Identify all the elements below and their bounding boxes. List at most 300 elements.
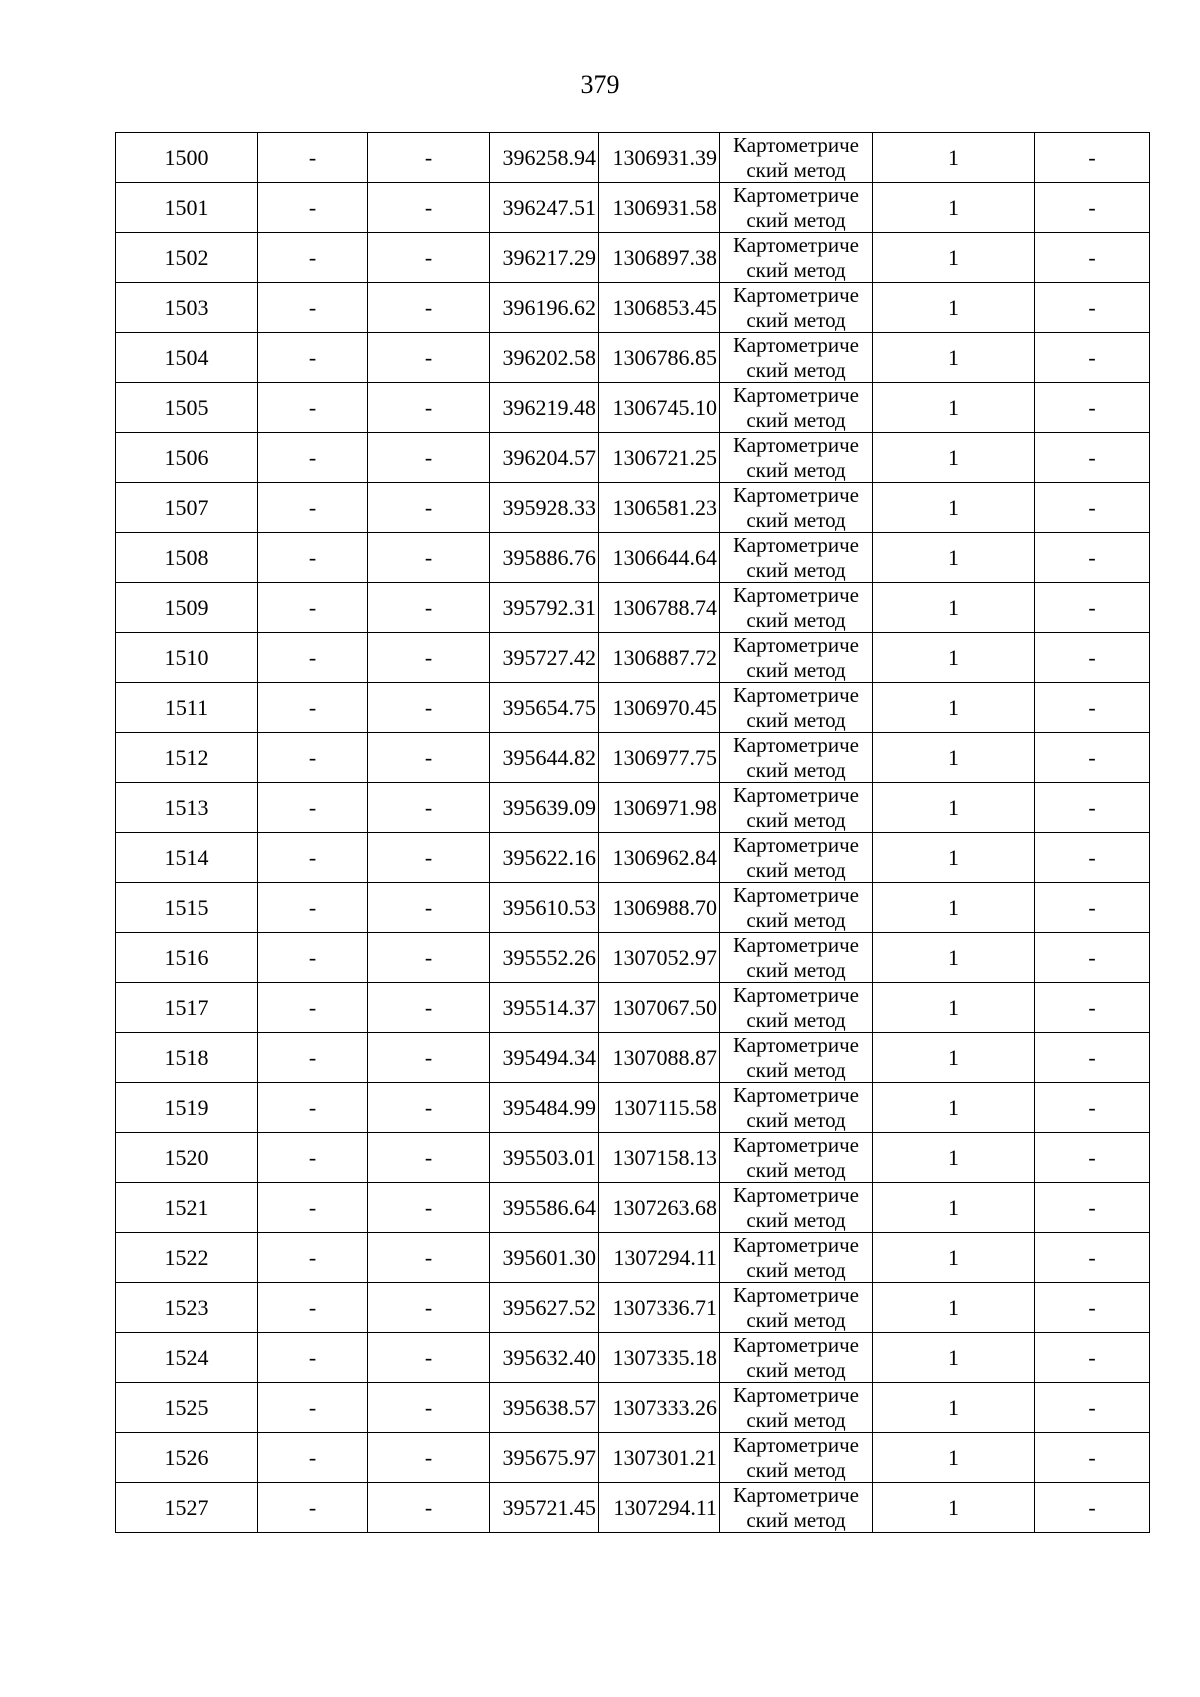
- y-coordinate-cell: 1307335.18: [599, 1333, 720, 1383]
- empty-dash-cell: -: [1035, 233, 1150, 283]
- point-number-cell: 1527: [116, 1483, 258, 1533]
- method-text-line2: ский метод: [746, 308, 846, 332]
- y-coordinate-cell: 1307301.21: [599, 1433, 720, 1483]
- empty-dash-cell: -: [1035, 183, 1150, 233]
- y-coordinate-cell: 1306721.25: [599, 433, 720, 483]
- empty-dash-cell: -: [1035, 1283, 1150, 1333]
- method-text-line1: Картометриче: [733, 883, 859, 907]
- empty-dash-cell: -: [258, 1483, 368, 1533]
- y-coordinate-cell: 1307294.11: [599, 1233, 720, 1283]
- empty-dash-cell: -: [258, 233, 368, 283]
- empty-dash-cell: -: [258, 333, 368, 383]
- empty-dash-cell: -: [1035, 1483, 1150, 1533]
- empty-dash-cell: -: [368, 1283, 490, 1333]
- method-text-line1: Картометриче: [733, 233, 859, 257]
- method-text-line1: Картометриче: [733, 1383, 859, 1407]
- point-number-cell: 1505: [116, 383, 258, 433]
- table-row: [116, 683, 1150, 733]
- accuracy-cell: 1: [873, 633, 1035, 683]
- y-coordinate-cell: 1306853.45: [599, 283, 720, 333]
- accuracy-cell: 1: [873, 483, 1035, 533]
- accuracy-cell: 1: [873, 1333, 1035, 1383]
- method-cell: [720, 883, 873, 933]
- accuracy-cell: 1: [873, 933, 1035, 983]
- accuracy-cell: 1: [873, 1133, 1035, 1183]
- method-text-line1: Картометриче: [733, 833, 859, 857]
- empty-dash-cell: -: [1035, 833, 1150, 883]
- empty-dash-cell: -: [258, 433, 368, 483]
- point-number-cell: 1508: [116, 533, 258, 583]
- accuracy-cell: 1: [873, 783, 1035, 833]
- y-coordinate-cell: 1306788.74: [599, 583, 720, 633]
- y-coordinate-cell: 1306977.75: [599, 733, 720, 783]
- empty-dash-cell: -: [368, 533, 490, 583]
- point-number-cell: 1520: [116, 1133, 258, 1183]
- accuracy-cell: 1: [873, 333, 1035, 383]
- method-cell: [720, 1483, 873, 1533]
- table-body: [116, 133, 1150, 1533]
- method-text-line2: ский метод: [746, 208, 846, 232]
- table-row: [116, 183, 1150, 233]
- method-text-line2: ский метод: [746, 958, 846, 982]
- point-number-cell: 1522: [116, 1233, 258, 1283]
- method-text-line2: ский метод: [746, 1208, 846, 1232]
- method-text-line2: ский метод: [746, 358, 846, 382]
- accuracy-cell: 1: [873, 883, 1035, 933]
- y-coordinate-cell: 1307052.97: [599, 933, 720, 983]
- accuracy-cell: 1: [873, 183, 1035, 233]
- method-cell: [720, 683, 873, 733]
- table-row: [116, 1433, 1150, 1483]
- method-text-line2: ский метод: [746, 1508, 846, 1532]
- accuracy-cell: 1: [873, 1233, 1035, 1283]
- method-cell: [720, 733, 873, 783]
- method-text-line2: ский метод: [746, 408, 846, 432]
- method-text-line2: ский метод: [746, 458, 846, 482]
- empty-dash-cell: -: [368, 1333, 490, 1383]
- x-coordinate-cell: 395610.53: [490, 883, 599, 933]
- empty-dash-cell: -: [1035, 1433, 1150, 1483]
- method-cell: [720, 783, 873, 833]
- table-row: [116, 783, 1150, 833]
- table-row: [116, 1233, 1150, 1283]
- accuracy-cell: 1: [873, 383, 1035, 433]
- method-text-line2: ский метод: [746, 1058, 846, 1082]
- empty-dash-cell: -: [1035, 333, 1150, 383]
- method-text-line1: Картометриче: [733, 1433, 859, 1457]
- table-row: [116, 1083, 1150, 1133]
- method-cell: [720, 283, 873, 333]
- method-text-line1: Картометриче: [733, 1083, 859, 1107]
- table-row: [116, 583, 1150, 633]
- method-text-line1: Картометриче: [733, 1133, 859, 1157]
- method-text-line2: ский метод: [746, 1308, 846, 1332]
- x-coordinate-cell: 396219.48: [490, 383, 599, 433]
- accuracy-cell: 1: [873, 133, 1035, 183]
- table-row: [116, 233, 1150, 283]
- x-coordinate-cell: 395552.26: [490, 933, 599, 983]
- empty-dash-cell: -: [368, 1233, 490, 1283]
- point-number-cell: 1513: [116, 783, 258, 833]
- empty-dash-cell: -: [1035, 1183, 1150, 1233]
- x-coordinate-cell: 395928.33: [490, 483, 599, 533]
- y-coordinate-cell: 1307263.68: [599, 1183, 720, 1233]
- point-number-cell: 1503: [116, 283, 258, 333]
- empty-dash-cell: -: [1035, 1333, 1150, 1383]
- point-number-cell: 1518: [116, 1033, 258, 1083]
- empty-dash-cell: -: [368, 833, 490, 883]
- y-coordinate-cell: 1307067.50: [599, 983, 720, 1033]
- point-number-cell: 1516: [116, 933, 258, 983]
- empty-dash-cell: -: [258, 883, 368, 933]
- method-text-line1: Картометриче: [733, 283, 859, 307]
- x-coordinate-cell: 396204.57: [490, 433, 599, 483]
- x-coordinate-cell: 395654.75: [490, 683, 599, 733]
- accuracy-cell: 1: [873, 1433, 1035, 1483]
- empty-dash-cell: -: [368, 1483, 490, 1533]
- empty-dash-cell: -: [258, 583, 368, 633]
- method-text-line2: ский метод: [746, 558, 846, 582]
- empty-dash-cell: -: [258, 833, 368, 883]
- method-cell: [720, 233, 873, 283]
- point-number-cell: 1514: [116, 833, 258, 883]
- method-cell: [720, 383, 873, 433]
- y-coordinate-cell: 1306931.58: [599, 183, 720, 233]
- table-row: [116, 1033, 1150, 1083]
- y-coordinate-cell: 1307333.26: [599, 1383, 720, 1433]
- x-coordinate-cell: 395622.16: [490, 833, 599, 883]
- empty-dash-cell: -: [1035, 133, 1150, 183]
- point-number-cell: 1525: [116, 1383, 258, 1433]
- table-row: [116, 833, 1150, 883]
- table-row: [116, 1133, 1150, 1183]
- empty-dash-cell: -: [258, 1283, 368, 1333]
- accuracy-cell: 1: [873, 1033, 1035, 1083]
- empty-dash-cell: -: [1035, 633, 1150, 683]
- table-row: [116, 733, 1150, 783]
- empty-dash-cell: -: [1035, 433, 1150, 483]
- x-coordinate-cell: 396217.29: [490, 233, 599, 283]
- empty-dash-cell: -: [368, 933, 490, 983]
- empty-dash-cell: -: [1035, 1383, 1150, 1433]
- y-coordinate-cell: 1306644.64: [599, 533, 720, 583]
- empty-dash-cell: -: [1035, 1233, 1150, 1283]
- point-number-cell: 1519: [116, 1083, 258, 1133]
- page-number: 379: [580, 70, 620, 99]
- empty-dash-cell: -: [368, 333, 490, 383]
- method-text-line1: Картометриче: [733, 1183, 859, 1207]
- empty-dash-cell: -: [258, 133, 368, 183]
- table-row: [116, 1283, 1150, 1333]
- table-row: [116, 133, 1150, 183]
- table-row: [116, 1483, 1150, 1533]
- empty-dash-cell: -: [1035, 533, 1150, 583]
- method-text-line1: Картометриче: [733, 1033, 859, 1057]
- x-coordinate-cell: 395644.82: [490, 733, 599, 783]
- coordinates-table: [115, 132, 1150, 1533]
- y-coordinate-cell: 1306931.39: [599, 133, 720, 183]
- method-cell: [720, 1383, 873, 1433]
- x-coordinate-cell: 395886.76: [490, 533, 599, 583]
- method-text-line1: Картометриче: [733, 183, 859, 207]
- point-number-cell: 1509: [116, 583, 258, 633]
- x-coordinate-cell: 395721.45: [490, 1483, 599, 1533]
- point-number-cell: 1500: [116, 133, 258, 183]
- method-cell: [720, 1133, 873, 1183]
- empty-dash-cell: -: [258, 183, 368, 233]
- accuracy-cell: 1: [873, 433, 1035, 483]
- accuracy-cell: 1: [873, 833, 1035, 883]
- x-coordinate-cell: 395639.09: [490, 783, 599, 833]
- table-row: [116, 933, 1150, 983]
- empty-dash-cell: -: [368, 983, 490, 1033]
- x-coordinate-cell: 395632.40: [490, 1333, 599, 1383]
- empty-dash-cell: -: [1035, 483, 1150, 533]
- x-coordinate-cell: 395675.97: [490, 1433, 599, 1483]
- accuracy-cell: 1: [873, 1383, 1035, 1433]
- table-row: [116, 383, 1150, 433]
- y-coordinate-cell: 1306887.72: [599, 633, 720, 683]
- empty-dash-cell: -: [368, 383, 490, 433]
- y-coordinate-cell: 1306970.45: [599, 683, 720, 733]
- method-text-line2: ский метод: [746, 1008, 846, 1032]
- method-text-line2: ский метод: [746, 258, 846, 282]
- empty-dash-cell: -: [1035, 583, 1150, 633]
- point-number-cell: 1501: [116, 183, 258, 233]
- empty-dash-cell: -: [368, 1133, 490, 1183]
- table-row: [116, 333, 1150, 383]
- point-number-cell: 1502: [116, 233, 258, 283]
- x-coordinate-cell: 395627.52: [490, 1283, 599, 1333]
- empty-dash-cell: -: [258, 383, 368, 433]
- method-text-line1: Картометриче: [733, 933, 859, 957]
- x-coordinate-cell: 395586.64: [490, 1183, 599, 1233]
- empty-dash-cell: -: [258, 983, 368, 1033]
- accuracy-cell: 1: [873, 1283, 1035, 1333]
- table-row: [116, 983, 1150, 1033]
- method-text-line2: ский метод: [746, 1258, 846, 1282]
- empty-dash-cell: -: [368, 1433, 490, 1483]
- method-cell: [720, 1283, 873, 1333]
- method-text-line2: ский метод: [746, 1458, 846, 1482]
- accuracy-cell: 1: [873, 583, 1035, 633]
- empty-dash-cell: -: [368, 1033, 490, 1083]
- x-coordinate-cell: 396202.58: [490, 333, 599, 383]
- empty-dash-cell: -: [368, 733, 490, 783]
- method-text-line1: Картометриче: [733, 1233, 859, 1257]
- point-number-cell: 1504: [116, 333, 258, 383]
- method-text-line2: ский метод: [746, 1408, 846, 1432]
- y-coordinate-cell: 1307088.87: [599, 1033, 720, 1083]
- empty-dash-cell: -: [368, 1083, 490, 1133]
- x-coordinate-cell: 395601.30: [490, 1233, 599, 1283]
- y-coordinate-cell: 1306988.70: [599, 883, 720, 933]
- empty-dash-cell: -: [1035, 733, 1150, 783]
- method-cell: [720, 1433, 873, 1483]
- empty-dash-cell: -: [368, 433, 490, 483]
- method-text-line1: Картометриче: [733, 483, 859, 507]
- method-text-line2: ский метод: [746, 708, 846, 732]
- method-cell: [720, 1083, 873, 1133]
- table-row: [116, 883, 1150, 933]
- method-cell: [720, 1183, 873, 1233]
- method-text-line1: Картометриче: [733, 983, 859, 1007]
- method-text-line2: ский метод: [746, 758, 846, 782]
- empty-dash-cell: -: [258, 733, 368, 783]
- empty-dash-cell: -: [368, 683, 490, 733]
- accuracy-cell: 1: [873, 683, 1035, 733]
- x-coordinate-cell: 396247.51: [490, 183, 599, 233]
- method-cell: [720, 1333, 873, 1383]
- empty-dash-cell: -: [258, 933, 368, 983]
- empty-dash-cell: -: [368, 133, 490, 183]
- empty-dash-cell: -: [258, 1433, 368, 1483]
- method-cell: [720, 1233, 873, 1283]
- accuracy-cell: 1: [873, 1183, 1035, 1233]
- empty-dash-cell: -: [1035, 933, 1150, 983]
- accuracy-cell: 1: [873, 233, 1035, 283]
- empty-dash-cell: -: [258, 1233, 368, 1283]
- empty-dash-cell: -: [258, 1033, 368, 1083]
- empty-dash-cell: -: [1035, 283, 1150, 333]
- method-text-line2: ский метод: [746, 1158, 846, 1182]
- y-coordinate-cell: 1306745.10: [599, 383, 720, 433]
- method-cell: [720, 633, 873, 683]
- x-coordinate-cell: 396258.94: [490, 133, 599, 183]
- empty-dash-cell: -: [1035, 783, 1150, 833]
- method-text-line1: Картометриче: [733, 1483, 859, 1507]
- empty-dash-cell: -: [1035, 983, 1150, 1033]
- table-row: [116, 1183, 1150, 1233]
- method-text-line1: Картометриче: [733, 683, 859, 707]
- method-text-line2: ский метод: [746, 908, 846, 932]
- empty-dash-cell: -: [368, 283, 490, 333]
- accuracy-cell: 1: [873, 1083, 1035, 1133]
- empty-dash-cell: -: [258, 483, 368, 533]
- empty-dash-cell: -: [1035, 1083, 1150, 1133]
- method-cell: [720, 183, 873, 233]
- y-coordinate-cell: 1306581.23: [599, 483, 720, 533]
- table-row: [116, 283, 1150, 333]
- point-number-cell: 1507: [116, 483, 258, 533]
- method-text-line1: Картометриче: [733, 333, 859, 357]
- method-text-line1: Картометриче: [733, 383, 859, 407]
- y-coordinate-cell: 1306962.84: [599, 833, 720, 883]
- x-coordinate-cell: 395792.31: [490, 583, 599, 633]
- method-text-line1: Картометриче: [733, 1283, 859, 1307]
- empty-dash-cell: -: [1035, 1133, 1150, 1183]
- method-cell: [720, 433, 873, 483]
- point-number-cell: 1515: [116, 883, 258, 933]
- empty-dash-cell: -: [368, 183, 490, 233]
- empty-dash-cell: -: [258, 783, 368, 833]
- method-text-line2: ский метод: [746, 158, 846, 182]
- point-number-cell: 1506: [116, 433, 258, 483]
- point-number-cell: 1511: [116, 683, 258, 733]
- method-cell: [720, 533, 873, 583]
- point-number-cell: 1521: [116, 1183, 258, 1233]
- empty-dash-cell: -: [1035, 683, 1150, 733]
- empty-dash-cell: -: [258, 1083, 368, 1133]
- empty-dash-cell: -: [368, 883, 490, 933]
- point-number-cell: 1512: [116, 733, 258, 783]
- method-text-line1: Картометриче: [733, 1333, 859, 1357]
- x-coordinate-cell: 396196.62: [490, 283, 599, 333]
- y-coordinate-cell: 1307294.11: [599, 1483, 720, 1533]
- table-row: [116, 433, 1150, 483]
- point-number-cell: 1510: [116, 633, 258, 683]
- point-number-cell: 1524: [116, 1333, 258, 1383]
- method-cell: [720, 983, 873, 1033]
- method-text-line2: ский метод: [746, 508, 846, 532]
- y-coordinate-cell: 1307115.58: [599, 1083, 720, 1133]
- empty-dash-cell: -: [368, 1183, 490, 1233]
- method-text-line1: Картометриче: [733, 533, 859, 557]
- empty-dash-cell: -: [368, 583, 490, 633]
- accuracy-cell: 1: [873, 1483, 1035, 1533]
- x-coordinate-cell: 395494.34: [490, 1033, 599, 1083]
- point-number-cell: 1523: [116, 1283, 258, 1333]
- empty-dash-cell: -: [368, 1383, 490, 1433]
- method-text-line2: ский метод: [746, 858, 846, 882]
- method-text-line1: Картометриче: [733, 133, 859, 157]
- table-row: [116, 633, 1150, 683]
- method-text-line1: Картометриче: [733, 633, 859, 657]
- empty-dash-cell: -: [1035, 1033, 1150, 1083]
- empty-dash-cell: -: [258, 283, 368, 333]
- method-text-line2: ский метод: [746, 808, 846, 832]
- x-coordinate-cell: 395503.01: [490, 1133, 599, 1183]
- point-number-cell: 1526: [116, 1433, 258, 1483]
- method-text-line1: Картометриче: [733, 733, 859, 757]
- method-cell: [720, 933, 873, 983]
- table-row: [116, 1333, 1150, 1383]
- empty-dash-cell: -: [368, 233, 490, 283]
- empty-dash-cell: -: [368, 483, 490, 533]
- empty-dash-cell: -: [1035, 383, 1150, 433]
- y-coordinate-cell: 1306897.38: [599, 233, 720, 283]
- empty-dash-cell: -: [258, 633, 368, 683]
- x-coordinate-cell: 395514.37: [490, 983, 599, 1033]
- empty-dash-cell: -: [368, 783, 490, 833]
- method-text-line1: Картометриче: [733, 583, 859, 607]
- method-text-line1: Картометриче: [733, 783, 859, 807]
- empty-dash-cell: -: [258, 1183, 368, 1233]
- accuracy-cell: 1: [873, 533, 1035, 583]
- empty-dash-cell: -: [258, 1133, 368, 1183]
- accuracy-cell: 1: [873, 733, 1035, 783]
- empty-dash-cell: -: [258, 533, 368, 583]
- empty-dash-cell: -: [1035, 883, 1150, 933]
- y-coordinate-cell: 1307336.71: [599, 1283, 720, 1333]
- method-cell: [720, 333, 873, 383]
- method-cell: [720, 583, 873, 633]
- method-cell: [720, 483, 873, 533]
- accuracy-cell: 1: [873, 283, 1035, 333]
- empty-dash-cell: -: [368, 633, 490, 683]
- method-cell: [720, 1033, 873, 1083]
- method-text-line2: ский метод: [746, 1358, 846, 1382]
- point-number-cell: 1517: [116, 983, 258, 1033]
- table-row: [116, 483, 1150, 533]
- empty-dash-cell: -: [258, 1333, 368, 1383]
- empty-dash-cell: -: [258, 1383, 368, 1433]
- empty-dash-cell: -: [258, 683, 368, 733]
- accuracy-cell: 1: [873, 983, 1035, 1033]
- method-text-line2: ский метод: [746, 1108, 846, 1132]
- table-row: [116, 1383, 1150, 1433]
- y-coordinate-cell: 1306971.98: [599, 783, 720, 833]
